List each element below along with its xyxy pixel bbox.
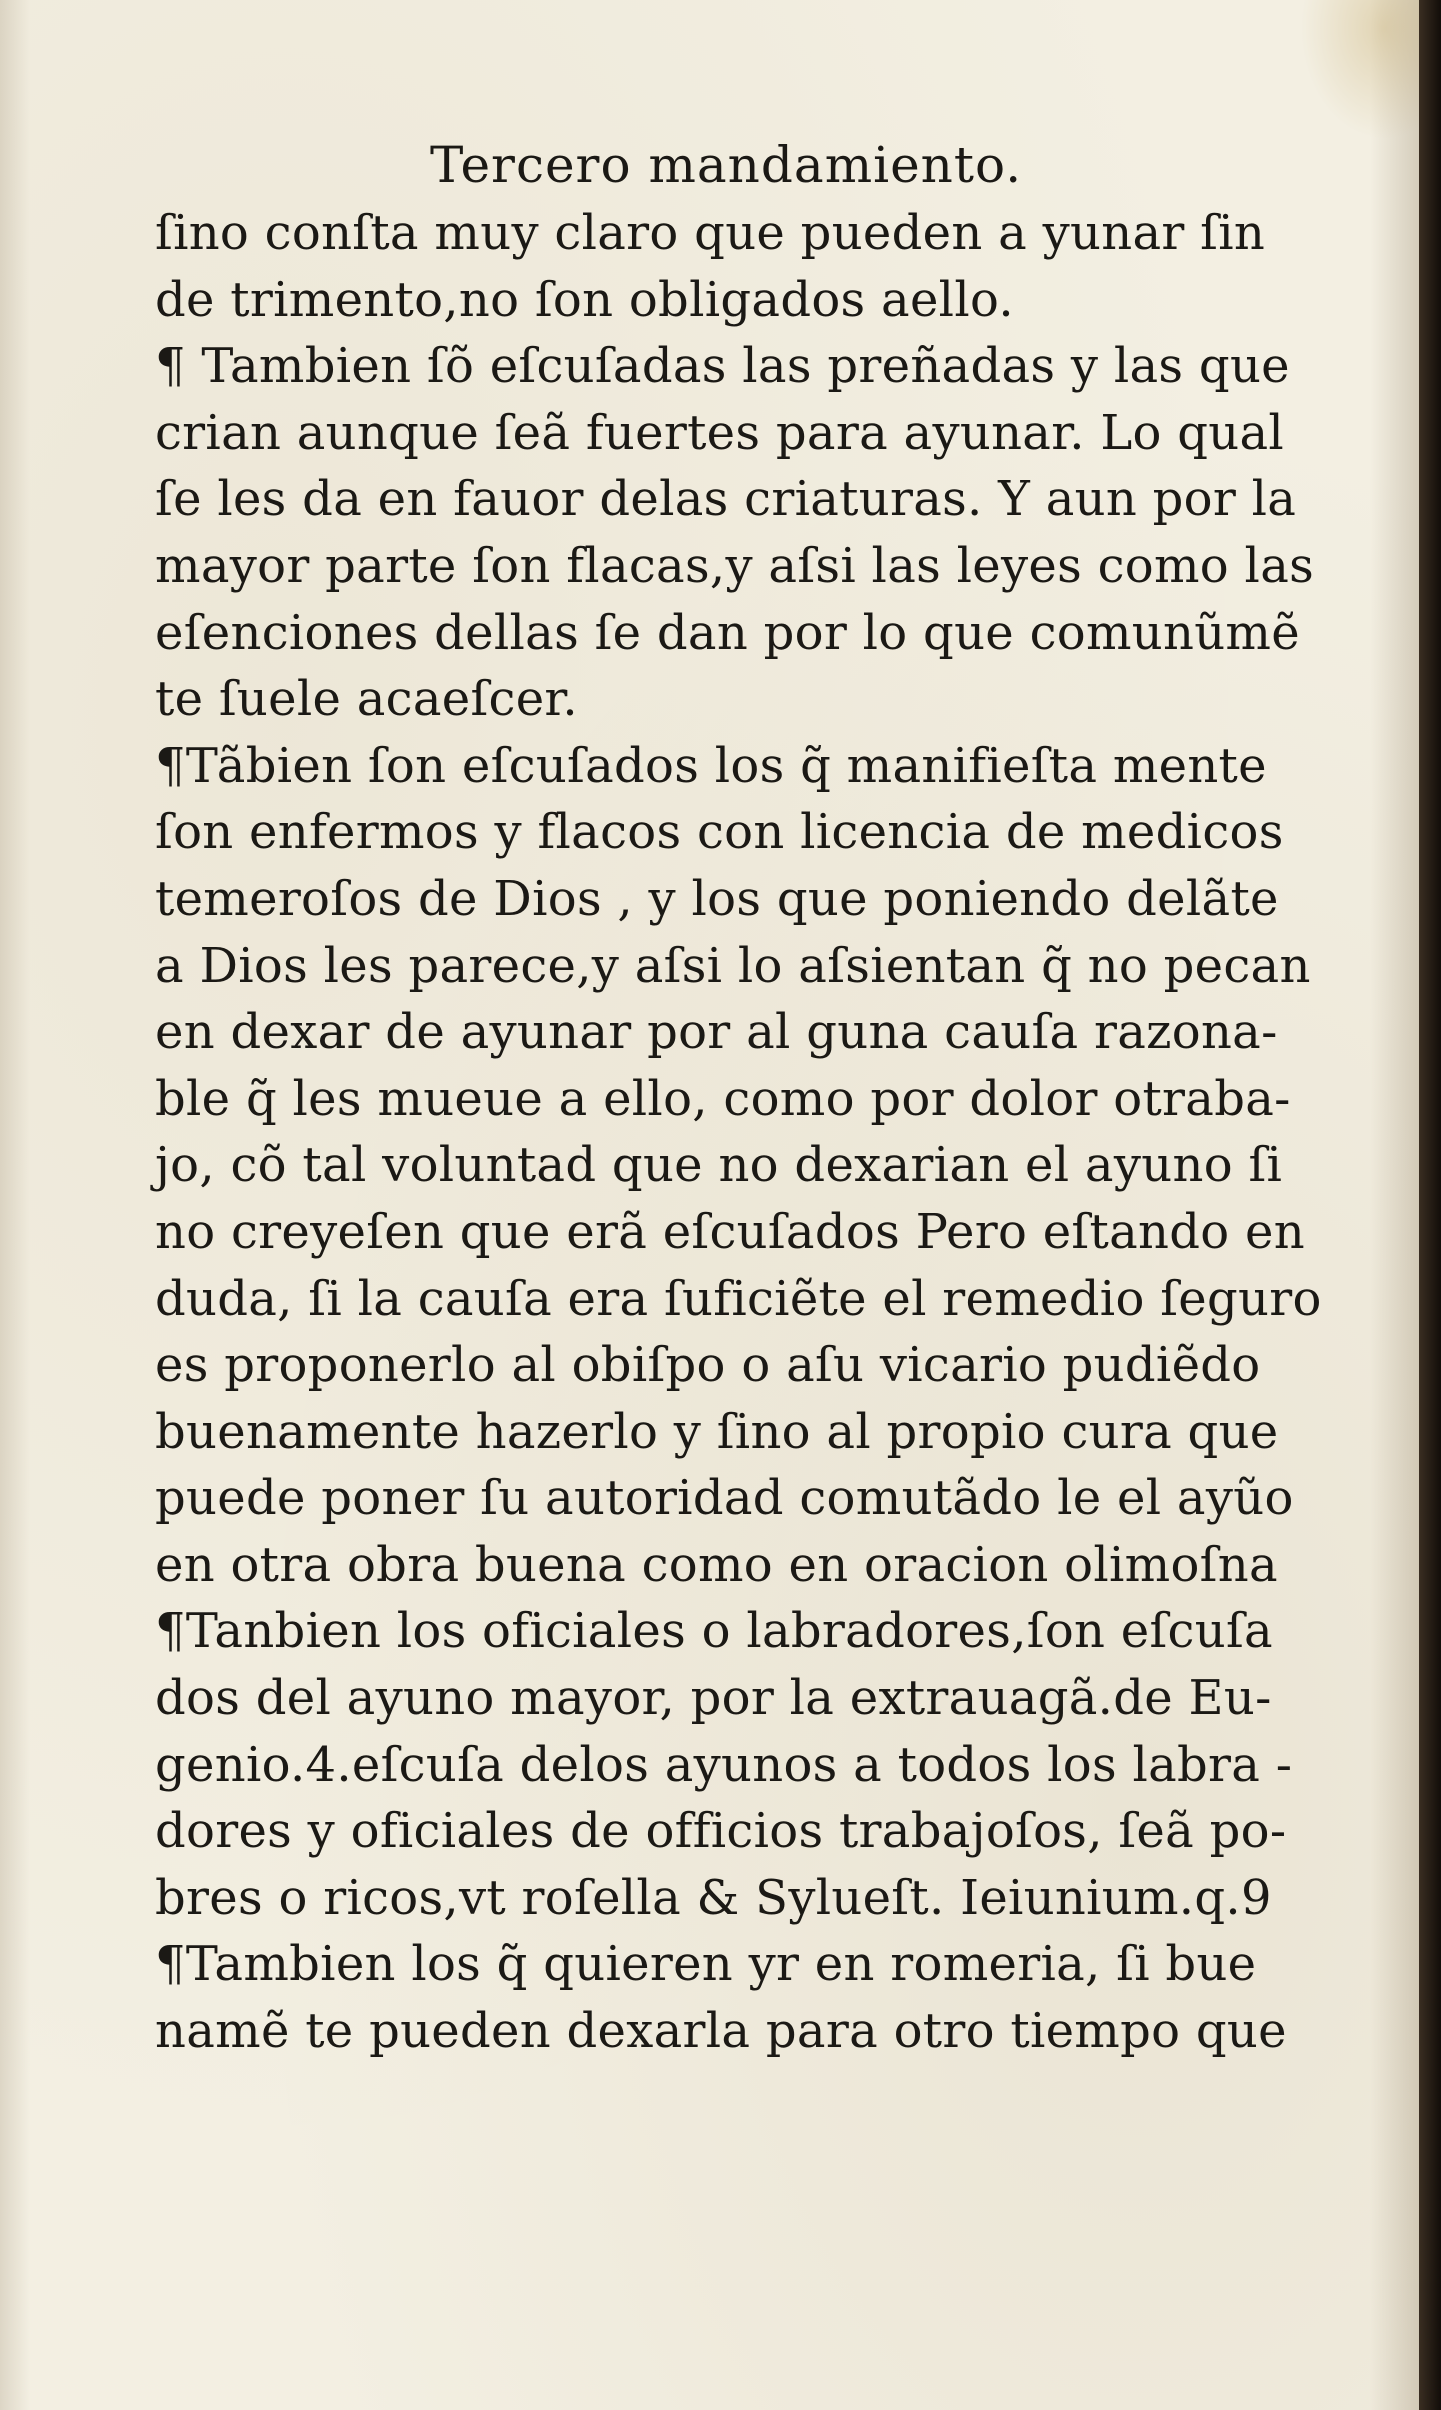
text-line: ſe les da en fauor delas criaturas. Y aun por la bbox=[155, 471, 1297, 528]
text-line: bres o ricos,vt roſella & Sylueſt. Ieiunium.q.9 bbox=[155, 1869, 1272, 1926]
text-line: dos del ayuno mayor, por la extrauagã.de Eu- bbox=[155, 1670, 1272, 1727]
text-line: te ſuele acaeſcer. bbox=[155, 671, 578, 728]
text-line: ble q̃ les mueue a ello, como por dolor otraba- bbox=[155, 1070, 1291, 1127]
text-line: ¶Tambien los q̃ quieren yr en romeria, ſi bue bbox=[155, 1936, 1257, 1993]
running-head: Tercero mandamiento. bbox=[430, 136, 1023, 194]
text-line: mayor parte ſon flacas,y aſsi las leyes como las bbox=[155, 537, 1315, 594]
text-line: crian aunque ſeã fuertes para ayunar. Lo qual bbox=[155, 404, 1285, 461]
text-line: dores y oficiales de officios trabajoſos, ſeã po- bbox=[155, 1803, 1287, 1860]
text-line: eſenciones dellas ſe dan por lo que comunũmẽ bbox=[155, 604, 1300, 661]
text-line: buenamente hazerlo y ſino al propio cura que bbox=[155, 1403, 1279, 1460]
text-line: namẽ te pueden dexarla para otro tiempo que bbox=[155, 2003, 1287, 2060]
page-stain bbox=[1300, 0, 1420, 140]
text-line: ¶ Tambien ſõ eſcuſadas las preñadas y las que bbox=[155, 338, 1290, 395]
text-line: ¶Tãbien ſon eſcuſados los q̃ manifieſta mente bbox=[155, 737, 1267, 794]
text-line: de trimento,no ſon obligados aello. bbox=[155, 271, 1014, 328]
text-line: puede poner ſu autoridad comutãdo le el ayũo bbox=[155, 1470, 1294, 1527]
text-line: genio.4.eſcuſa delos ayunos a todos los labra - bbox=[155, 1736, 1293, 1793]
text-line: jo, cõ tal voluntad que no dexarian el ayuno ſi bbox=[155, 1137, 1283, 1194]
text-line: es proponerlo al obiſpo o aſu vicario pudiẽdo bbox=[155, 1337, 1261, 1394]
text-line: ſino conſta muy claro que pueden a yunar ſin bbox=[155, 205, 1266, 261]
page-edge-shadow bbox=[1419, 0, 1441, 2410]
text-block bbox=[155, 130, 1335, 2065]
text-line: no creyeſen que erã eſcuſados Pero eſtando en bbox=[155, 1203, 1305, 1260]
text-line: a Dios les parece,y aſsi lo aſsientan q̃ no pecan bbox=[155, 937, 1311, 994]
text-line: ¶Tanbien los oficiales o labradores,ſon eſcuſa bbox=[155, 1603, 1273, 1660]
text-line: en dexar de ayunar por al guna cauſa razona- bbox=[155, 1004, 1278, 1061]
text-line: ſon enfermos y flacos con licencia de medicos bbox=[155, 804, 1284, 861]
text-line: temeroſos de Dios , y los que poniendo delãte bbox=[155, 870, 1279, 927]
text-line: en otra obra buena como en oracion olimoſna bbox=[155, 1536, 1278, 1593]
text-line: duda, ſi la cauſa era ſuficiẽte el remedio ſeguro bbox=[155, 1270, 1322, 1327]
